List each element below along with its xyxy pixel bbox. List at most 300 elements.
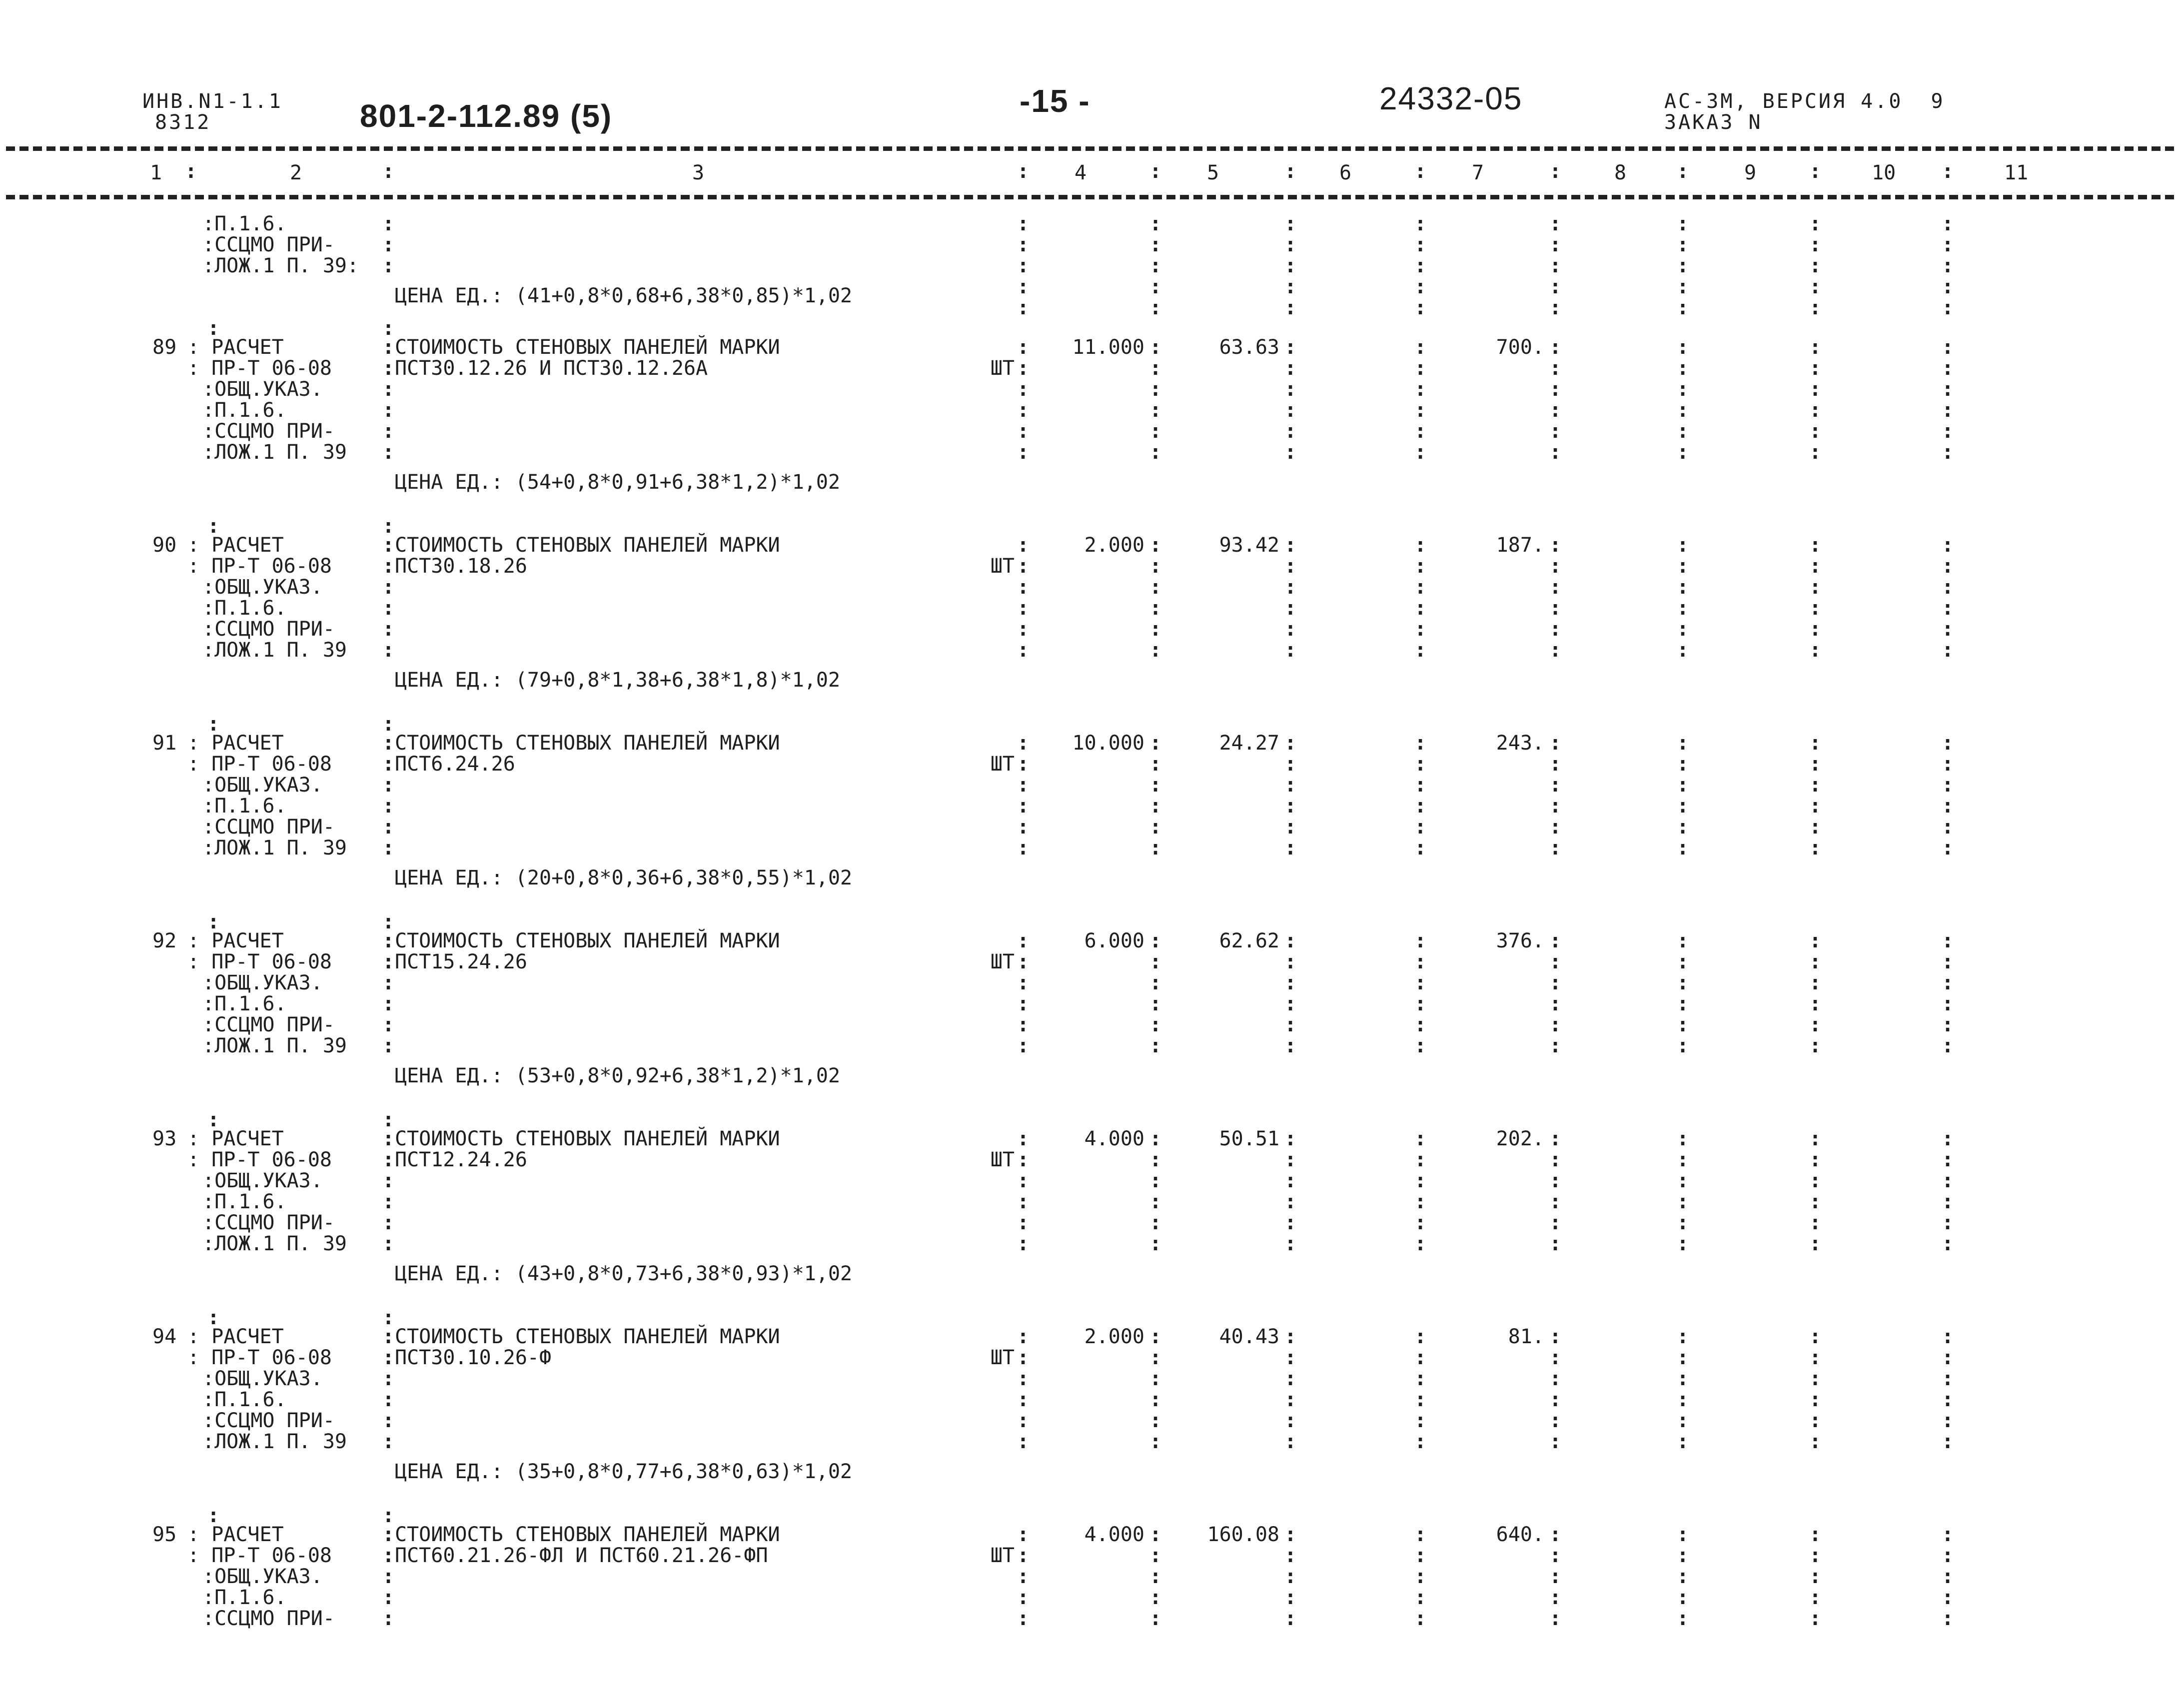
- column-separator: :: [1017, 950, 1030, 973]
- column-separator: :: [1677, 1430, 1689, 1453]
- column-separator: :: [1414, 1148, 1427, 1171]
- column-separator: :: [1149, 1169, 1162, 1192]
- column-separator: :: [1549, 233, 1562, 256]
- entry-number: 91: [152, 732, 177, 755]
- column-separator: :: [1549, 576, 1562, 599]
- column-separator: :: [207, 1108, 220, 1131]
- column-separator: :: [1284, 275, 1297, 298]
- column-separator: :: [1942, 1586, 1954, 1609]
- quantity: 4.000: [1084, 1523, 1144, 1546]
- column-separator: :: [1284, 1127, 1297, 1150]
- program-version: AC-3М, ВЕРСИЯ 4.0 9: [1664, 90, 1945, 113]
- column-separator: :: [382, 1108, 395, 1131]
- basis-line: :ОБЩ.УКАЗ.: [202, 1169, 323, 1192]
- column-separator: :: [1414, 160, 1427, 183]
- column-separator: :: [1414, 1565, 1427, 1588]
- column-separator: :: [1017, 1232, 1030, 1255]
- column-separator: :: [382, 576, 395, 599]
- basis-line: :П.1.6.: [202, 399, 287, 422]
- column-separator: :: [1677, 1211, 1689, 1234]
- column-separator: :: [1942, 1523, 1954, 1546]
- column-separator: :: [1414, 275, 1427, 298]
- item-mark: ПСТ30.10.26-Ф: [395, 1346, 552, 1369]
- column-separator: :: [1149, 950, 1162, 973]
- column-separator: :: [1017, 618, 1030, 641]
- column-separator: :: [1942, 1169, 1954, 1192]
- column-separator: :: [1549, 357, 1562, 380]
- column-separator: :: [1549, 441, 1562, 464]
- column-separator: :: [1017, 576, 1030, 599]
- column-separator: :: [382, 555, 395, 578]
- column-separator: :: [1809, 1607, 1822, 1630]
- basis-line: : РАСЧЕТ: [187, 336, 284, 359]
- column-separator: :: [1809, 160, 1822, 183]
- column-separator: :: [1942, 950, 1954, 973]
- column-separator: :: [1809, 753, 1822, 776]
- column-separator: :: [1942, 555, 1954, 578]
- column-separator: :: [1017, 233, 1030, 256]
- column-separator: :: [1284, 1325, 1297, 1348]
- column-separator: :: [1017, 639, 1030, 662]
- total-cost: 187.: [1496, 534, 1544, 557]
- basis-line: : ПР-Т 06-08: [187, 1544, 332, 1567]
- basis-line: :ОБЩ.УКАЗ.: [202, 1565, 323, 1588]
- column-separator: :: [382, 1034, 395, 1057]
- column-separator: :: [1284, 950, 1297, 973]
- basis-line: :ССЦМО ПРИ-: [202, 420, 335, 443]
- column-separator: :: [382, 1565, 395, 1588]
- column-separator: :: [382, 1523, 395, 1546]
- column-separator: :: [1549, 555, 1562, 578]
- quantity: 6.000: [1084, 929, 1144, 952]
- order-code: 24332-05: [1379, 80, 1523, 116]
- column-separator: :: [1677, 992, 1689, 1015]
- column-separator: :: [1284, 555, 1297, 578]
- quantity: 4.000: [1084, 1127, 1144, 1150]
- total-cost: 700.: [1496, 336, 1544, 359]
- column-separator: :: [1017, 212, 1030, 235]
- column-separator: :: [1017, 1388, 1030, 1411]
- column-separator: :: [1284, 992, 1297, 1015]
- column-separator: :: [1942, 1034, 1954, 1057]
- price-formula: ЦЕНА ЕД.: (79+0,8*1,38+6,38*1,8)*1,02: [395, 669, 841, 692]
- column-separator: :: [382, 1169, 395, 1192]
- entry-number: 94: [152, 1325, 177, 1348]
- column-separator: :: [1017, 555, 1030, 578]
- basis-line: :ОБЩ.УКАЗ.: [202, 971, 323, 994]
- column-separator: :: [1017, 399, 1030, 422]
- column-separator: :: [1017, 1565, 1030, 1588]
- unit: ШТ: [990, 1346, 1015, 1369]
- price-formula: ЦЕНА ЕД.: (53+0,8*0,92+6,38*1,2)*1,02: [395, 1064, 841, 1087]
- column-separator: :: [1149, 1211, 1162, 1234]
- basis-line: :П.1.6.: [202, 795, 287, 818]
- column-separator: :: [1809, 732, 1822, 755]
- item-mark: ПСТ30.18.26: [395, 555, 527, 578]
- column-separator: :: [1549, 992, 1562, 1015]
- column-separator: :: [1414, 1232, 1427, 1255]
- basis-line: :ЛОЖ.1 П. 39: [202, 1430, 347, 1453]
- column-separator: :: [1677, 212, 1689, 235]
- basis-line: :ОБЩ.УКАЗ.: [202, 378, 323, 401]
- column-separator: :: [1549, 399, 1562, 422]
- column-separator: :: [1149, 160, 1162, 183]
- column-separator: :: [1549, 971, 1562, 994]
- column-separator: :: [1677, 233, 1689, 256]
- basis-line: : ПР-Т 06-08: [187, 1148, 332, 1171]
- unit: ШТ: [990, 1544, 1015, 1567]
- column-header-6: 6: [1339, 161, 1352, 184]
- column-separator: :: [1017, 1148, 1030, 1171]
- basis-line: : РАСЧЕТ: [187, 1325, 284, 1348]
- column-separator: :: [1284, 1409, 1297, 1432]
- column-separator: :: [1942, 597, 1954, 620]
- column-separator: :: [1809, 1034, 1822, 1057]
- column-separator: :: [1284, 1430, 1297, 1453]
- column-separator: :: [1017, 992, 1030, 1015]
- basis-line: :ЛОЖ.1 П. 39: [202, 1232, 347, 1255]
- column-separator: :: [1942, 420, 1954, 443]
- top-fragment-line: :ЛОЖ.1 П. 39:: [202, 254, 359, 277]
- column-separator: :: [207, 713, 220, 736]
- item-mark: ПСТ15.24.26: [395, 950, 527, 973]
- column-separator: :: [1149, 732, 1162, 755]
- column-separator: :: [1677, 1409, 1689, 1432]
- column-separator: :: [1017, 929, 1030, 952]
- column-separator: :: [1809, 971, 1822, 994]
- column-separator: :: [1284, 1346, 1297, 1369]
- column-header-9: 9: [1744, 161, 1757, 184]
- column-separator: :: [1414, 1430, 1427, 1453]
- column-separator: :: [1677, 1565, 1689, 1588]
- column-separator: :: [1549, 1325, 1562, 1348]
- total-cost: 243.: [1496, 732, 1544, 755]
- column-separator: :: [1549, 837, 1562, 859]
- column-separator: :: [382, 753, 395, 776]
- column-separator: :: [1942, 1148, 1954, 1171]
- column-separator: :: [1149, 1127, 1162, 1150]
- column-separator: :: [1549, 1607, 1562, 1630]
- column-separator: :: [1414, 233, 1427, 256]
- item-name: СТОИМОСТЬ СТЕНОВЫХ ПАНЕЛЕЙ МАРКИ: [395, 732, 780, 755]
- column-separator: :: [1677, 639, 1689, 662]
- unit: ШТ: [990, 1148, 1015, 1171]
- basis-line: : ПР-Т 06-08: [187, 555, 332, 578]
- column-separator: :: [382, 534, 395, 557]
- column-header-11: 11: [2004, 161, 2029, 184]
- column-separator: :: [1017, 1013, 1030, 1036]
- price-formula: ЦЕНА ЕД.: (54+0,8*0,91+6,38*1,2)*1,02: [395, 471, 841, 494]
- column-separator: :: [1677, 441, 1689, 464]
- column-separator: :: [1149, 254, 1162, 277]
- column-separator: :: [1942, 774, 1954, 797]
- item-mark: ПСТ30.12.26 И ПСТ30.12.26А: [395, 357, 708, 380]
- basis-line: : РАСЧЕТ: [187, 534, 284, 557]
- column-separator: :: [1549, 1211, 1562, 1234]
- column-separator: :: [1149, 534, 1162, 557]
- column-separator: :: [1284, 929, 1297, 952]
- column-separator: :: [382, 1127, 395, 1150]
- column-separator: :: [1677, 1190, 1689, 1213]
- top-divider: [6, 146, 2174, 151]
- column-separator: :: [1414, 1523, 1427, 1546]
- quantity: 10.000: [1072, 732, 1144, 755]
- document-code: 801-2-112.89 (5): [360, 98, 613, 134]
- column-separator: :: [1677, 929, 1689, 952]
- column-separator: :: [382, 160, 395, 183]
- item-mark: ПСТ6.24.26: [395, 753, 515, 776]
- column-header-10: 10: [1872, 161, 1896, 184]
- column-separator: :: [1677, 1544, 1689, 1567]
- column-separator: :: [1809, 212, 1822, 235]
- entry-number: 89: [152, 336, 177, 359]
- column-separator: :: [1677, 1034, 1689, 1057]
- column-separator: :: [382, 1607, 395, 1630]
- column-separator: :: [382, 233, 395, 256]
- column-separator: :: [382, 1148, 395, 1171]
- column-separator: :: [382, 971, 395, 994]
- column-separator: :: [1149, 597, 1162, 620]
- basis-line: :ССЦМО ПРИ-: [202, 1607, 335, 1630]
- column-separator: :: [1284, 441, 1297, 464]
- column-separator: :: [1149, 1409, 1162, 1432]
- column-separator: :: [1017, 357, 1030, 380]
- column-separator: :: [1017, 1211, 1030, 1234]
- column-separator: :: [1284, 296, 1297, 319]
- column-separator: :: [1942, 971, 1954, 994]
- basis-line: :ССЦМО ПРИ-: [202, 1013, 335, 1036]
- column-separator: :: [1942, 1127, 1954, 1150]
- column-header-8: 8: [1614, 161, 1627, 184]
- column-separator: :: [1017, 534, 1030, 557]
- column-separator: :: [1414, 837, 1427, 859]
- column-separator: :: [1017, 1607, 1030, 1630]
- column-separator: :: [1149, 618, 1162, 641]
- column-separator: :: [382, 1586, 395, 1609]
- column-separator: :: [1809, 1367, 1822, 1390]
- basis-line: :П.1.6.: [202, 597, 287, 620]
- page-number: -15 -: [1020, 83, 1091, 119]
- column-separator: :: [1284, 1586, 1297, 1609]
- column-header-4: 4: [1075, 161, 1087, 184]
- quantity: 2.000: [1084, 1325, 1144, 1348]
- column-separator: :: [1017, 1325, 1030, 1348]
- item-mark: ПСТ60.21.26-ФЛ И ПСТ60.21.26-ФП: [395, 1544, 768, 1567]
- column-separator: :: [1017, 254, 1030, 277]
- column-separator: :: [1284, 1232, 1297, 1255]
- column-separator: :: [1414, 639, 1427, 662]
- column-separator: :: [1414, 1127, 1427, 1150]
- column-separator: :: [1809, 929, 1822, 952]
- column-separator: :: [1942, 618, 1954, 641]
- column-separator: :: [1284, 357, 1297, 380]
- column-separator: :: [1549, 795, 1562, 818]
- column-separator: :: [1809, 618, 1822, 641]
- column-separator: :: [1942, 576, 1954, 599]
- column-separator: :: [1549, 275, 1562, 298]
- item-name: СТОИМОСТЬ СТЕНОВЫХ ПАНЕЛЕЙ МАРКИ: [395, 336, 780, 359]
- column-separator: :: [1549, 639, 1562, 662]
- column-separator: :: [1017, 1169, 1030, 1192]
- column-separator: :: [382, 992, 395, 1015]
- column-separator: :: [1414, 1586, 1427, 1609]
- entry-number: 95: [152, 1523, 177, 1546]
- column-separator: :: [1809, 254, 1822, 277]
- column-separator: :: [1549, 929, 1562, 952]
- basis-line: : ПР-Т 06-08: [187, 357, 332, 380]
- column-separator: :: [1677, 1232, 1689, 1255]
- column-separator: :: [1549, 1409, 1562, 1432]
- column-separator: :: [1414, 420, 1427, 443]
- column-separator: :: [1677, 420, 1689, 443]
- column-separator: :: [1017, 1523, 1030, 1546]
- column-separator: :: [1942, 275, 1954, 298]
- column-separator: :: [1149, 1586, 1162, 1609]
- column-separator: :: [1414, 1409, 1427, 1432]
- column-separator: :: [1284, 597, 1297, 620]
- column-separator: :: [1677, 1169, 1689, 1192]
- column-separator: :: [1809, 1232, 1822, 1255]
- column-separator: :: [1017, 837, 1030, 859]
- column-separator: :: [1809, 1325, 1822, 1348]
- column-separator: :: [1809, 1211, 1822, 1234]
- column-separator: :: [1149, 357, 1162, 380]
- column-separator: :: [382, 1232, 395, 1255]
- column-separator: :: [382, 1306, 395, 1329]
- column-separator: :: [1549, 1190, 1562, 1213]
- basis-line: :ОБЩ.УКАЗ.: [202, 576, 323, 599]
- column-separator: :: [1677, 971, 1689, 994]
- basis-line: : РАСЧЕТ: [187, 1523, 284, 1546]
- column-separator: :: [1942, 1325, 1954, 1348]
- column-separator: :: [1149, 275, 1162, 298]
- basis-line: : РАСЧЕТ: [187, 929, 284, 952]
- quantity: 11.000: [1072, 336, 1144, 359]
- column-separator: :: [1284, 1013, 1297, 1036]
- column-separator: :: [1809, 534, 1822, 557]
- column-separator: :: [1414, 1367, 1427, 1390]
- column-separator: :: [1677, 1586, 1689, 1609]
- column-separator: :: [1017, 774, 1030, 797]
- top-fragment-line: :ССЦМО ПРИ-: [202, 233, 335, 256]
- basis-line: :ССЦМО ПРИ-: [202, 1211, 335, 1234]
- column-separator: :: [1017, 816, 1030, 839]
- column-separator: :: [1414, 1013, 1427, 1036]
- column-separator: :: [1149, 639, 1162, 662]
- column-separator: :: [1149, 555, 1162, 578]
- column-separator: :: [1284, 774, 1297, 797]
- column-separator: :: [1942, 639, 1954, 662]
- column-separator: :: [1017, 795, 1030, 818]
- column-separator: :: [1017, 1544, 1030, 1567]
- column-separator: :: [207, 1504, 220, 1527]
- column-separator: :: [1149, 441, 1162, 464]
- column-separator: :: [1549, 420, 1562, 443]
- column-separator: :: [1414, 336, 1427, 359]
- column-separator: :: [1414, 929, 1427, 952]
- column-separator: :: [1549, 753, 1562, 776]
- column-header-7: 7: [1472, 161, 1484, 184]
- column-separator: :: [1149, 1430, 1162, 1453]
- column-separator: :: [1414, 212, 1427, 235]
- basis-line: :ЛОЖ.1 П. 39: [202, 441, 347, 464]
- column-separator: :: [1677, 534, 1689, 557]
- column-separator: :: [185, 160, 197, 183]
- price-formula: ЦЕНА ЕД.: (43+0,8*0,73+6,38*0,93)*1,02: [395, 1262, 853, 1285]
- column-separator: :: [1284, 1034, 1297, 1057]
- column-separator: :: [1677, 160, 1689, 183]
- column-separator: :: [1942, 816, 1954, 839]
- price-formula: ЦЕНА ЕД.: (41+0,8*0,68+6,38*0,85)*1,02: [395, 284, 853, 307]
- column-separator: :: [382, 254, 395, 277]
- column-separator: :: [382, 816, 395, 839]
- column-separator: :: [1677, 357, 1689, 380]
- column-separator: :: [1017, 971, 1030, 994]
- column-separator: :: [1677, 1148, 1689, 1171]
- column-separator: :: [1809, 1190, 1822, 1213]
- column-separator: :: [207, 515, 220, 538]
- column-separator: :: [1677, 275, 1689, 298]
- column-separator: :: [1809, 1388, 1822, 1411]
- column-separator: :: [382, 441, 395, 464]
- column-separator: :: [1942, 1013, 1954, 1036]
- column-separator: :: [382, 732, 395, 755]
- column-separator: :: [1809, 378, 1822, 401]
- total-cost: 640.: [1496, 1523, 1544, 1546]
- unit: ШТ: [990, 950, 1015, 973]
- column-separator: :: [1017, 1346, 1030, 1369]
- column-separator: :: [1942, 795, 1954, 818]
- column-separator: :: [1149, 233, 1162, 256]
- column-separator: :: [1677, 597, 1689, 620]
- column-separator: :: [1942, 296, 1954, 319]
- column-separator: :: [1942, 1409, 1954, 1432]
- item-name: СТОИМОСТЬ СТЕНОВЫХ ПАНЕЛЕЙ МАРКИ: [395, 1127, 780, 1150]
- entry-number: 90: [152, 534, 177, 557]
- column-separator: :: [1149, 753, 1162, 776]
- column-separator: :: [1677, 555, 1689, 578]
- column-separator: :: [1809, 1127, 1822, 1150]
- basis-line: : РАСЧЕТ: [187, 1127, 284, 1150]
- column-separator: :: [1809, 555, 1822, 578]
- column-separator: :: [1942, 1232, 1954, 1255]
- column-separator: :: [382, 774, 395, 797]
- column-separator: :: [1677, 1346, 1689, 1369]
- column-separator: :: [1149, 795, 1162, 818]
- column-separator: :: [382, 1346, 395, 1369]
- column-separator: :: [1549, 1127, 1562, 1150]
- column-separator: :: [1942, 732, 1954, 755]
- column-separator: :: [1149, 1565, 1162, 1588]
- column-separator: :: [1149, 929, 1162, 952]
- inventory-number: 8312: [155, 111, 211, 134]
- basis-line: :ССЦМО ПРИ-: [202, 816, 335, 839]
- column-separator: :: [1414, 795, 1427, 818]
- column-separator: :: [1942, 336, 1954, 359]
- column-separator: :: [1414, 555, 1427, 578]
- column-separator: :: [1942, 399, 1954, 422]
- basis-line: :ЛОЖ.1 П. 39: [202, 837, 347, 859]
- unit-price: 62.62: [1219, 929, 1279, 952]
- column-separator: :: [1017, 336, 1030, 359]
- column-separator: :: [1414, 597, 1427, 620]
- column-separator: :: [1017, 1586, 1030, 1609]
- column-separator: :: [1549, 1565, 1562, 1588]
- column-separator: :: [1942, 212, 1954, 235]
- column-separator: :: [1414, 774, 1427, 797]
- column-separator: :: [1809, 1544, 1822, 1567]
- column-separator: :: [1677, 399, 1689, 422]
